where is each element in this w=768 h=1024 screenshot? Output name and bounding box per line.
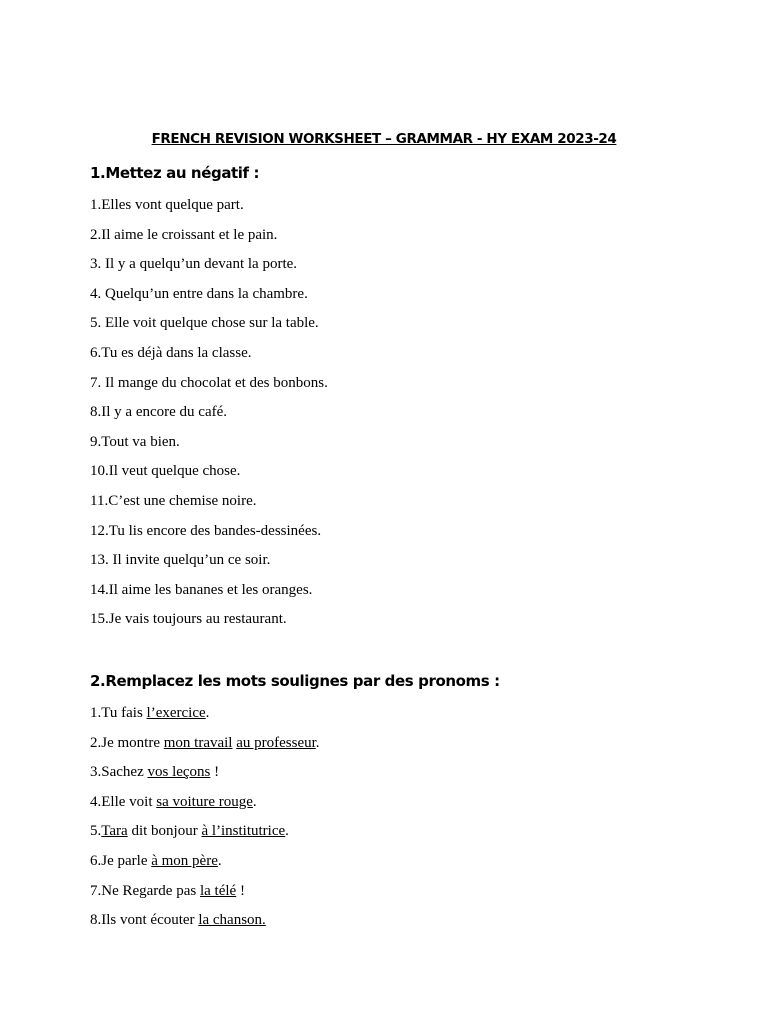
exercise-item: 15.Je vais toujours au restaurant. [90,611,287,628]
exercise-item: 13. Il invite quelqu’un ce soir. [90,552,271,569]
exercise-item: 4. Quelqu’un entre dans la chambre. [90,285,308,302]
section-2-list [90,703,320,940]
section-2-heading: 2.Remplacez les mots soulignes par des pronoms : [90,672,500,690]
exercise-item [90,703,320,733]
sentence-text: dit bonjour [127,823,202,840]
exercise-item [90,881,320,911]
underlined-phrase: sa voiture rouge [156,793,253,810]
exercise-item [90,733,320,763]
section-1-list [90,195,328,639]
sentence-text: ! [210,764,220,781]
underlined-phrase: à l’institutrice [201,823,286,840]
exercise-item: 11.C’est une chemise noire. [90,492,257,509]
exercise-item: 14.Il aime les bananes et les oranges. [90,581,313,598]
exercise-item [90,910,320,940]
sentence-text: 5. [90,823,102,840]
exercise-item: 8.Il y a encore du café. [90,404,228,421]
exercise-item [90,792,320,822]
worksheet-title: FRENCH REVISION WORKSHEET – GRAMMAR - HY EXAM 2023-24 [151,131,617,147]
section-1-heading: 1.Mettez au négatif : [90,164,260,182]
exercise-item: 7. Il mange du chocolat et des bonbons. [90,374,328,391]
exercise-item: 10.Il veut quelque chose. [90,463,241,480]
sentence-text: . [252,793,257,810]
sentence-text: . [217,852,222,869]
exercise-item: 5. Elle voit quelque chose sur la table. [90,315,319,332]
exercise-item [90,851,320,881]
underlined-phrase: au professeur [236,734,316,751]
sentence-text: 1.Tu fais [90,705,147,721]
exercise-item [90,821,320,851]
underlined-phrase: Tara [101,823,128,840]
sentence-text: 6.Je parle [90,852,152,869]
sentence-text: 3.Sachez [90,764,148,781]
sentence-text: . [315,734,320,751]
exercise-item: 6.Tu es déjà dans la classe. [90,344,252,361]
sentence-text: 2.Je montre [90,734,164,751]
underlined-phrase: mon travail [163,734,233,751]
underlined-phrase: la télé [199,882,237,899]
exercise-item: 12.Tu lis encore des bandes-dessinées. [90,522,322,539]
underlined-phrase: vos leçons [147,764,211,781]
exercise-item: 9.Tout va bien. [90,433,180,450]
exercise-item [90,762,320,792]
sentence-text: 4.Elle voit [90,793,157,810]
exercise-item: 3. Il y a quelqu’un devant la porte. [90,256,298,273]
sentence-text: 7.Ne Regarde pas [90,882,200,899]
underlined-phrase: la chanson. [198,912,266,929]
underlined-phrase: à mon père [151,852,218,869]
sentence-text: . [285,823,289,840]
sentence-text: 8.Ils vont écouter [90,912,199,929]
sentence-text: ! [236,882,245,899]
sentence-text: . [205,705,210,721]
underlined-phrase: l’exercice [146,705,206,721]
exercise-item: 2.Il aime le croissant et le pain. [90,226,278,243]
exercise-item: 1.Elles vont quelque part. [90,197,244,213]
